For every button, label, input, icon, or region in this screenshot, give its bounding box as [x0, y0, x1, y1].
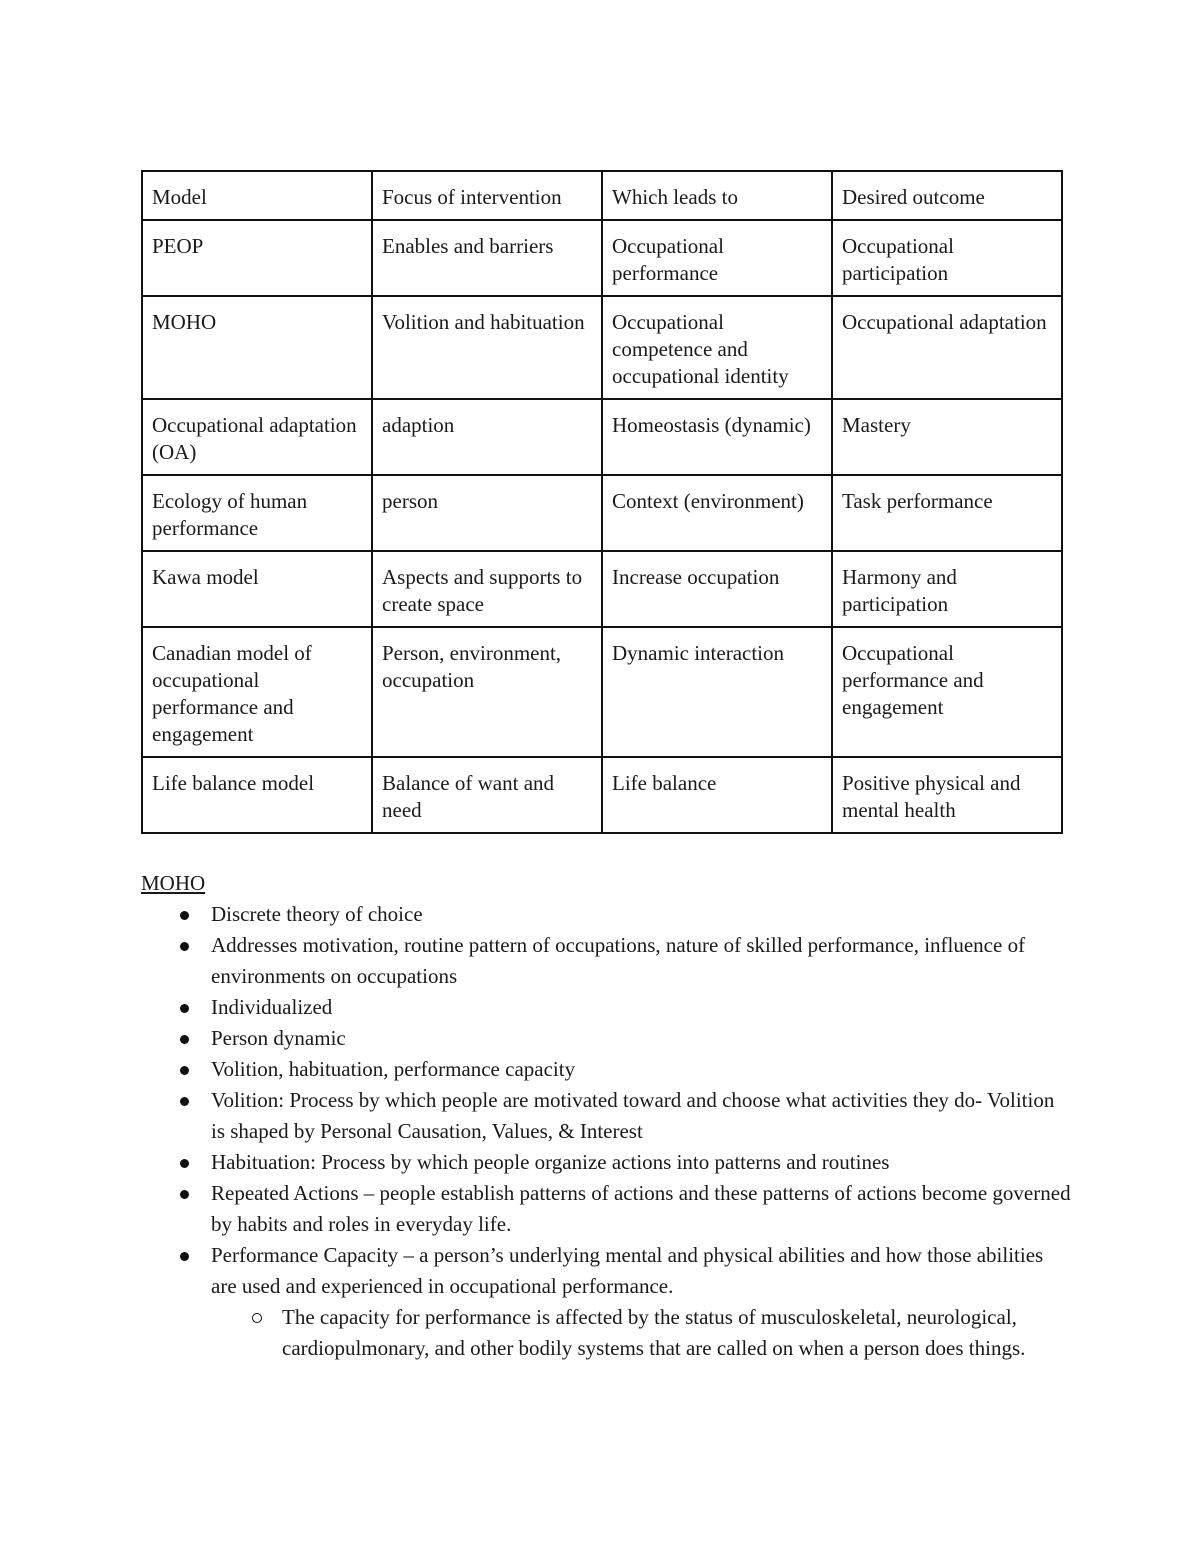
- table-cell: Person, environment, occupation: [372, 627, 602, 757]
- list-item-text: Person dynamic: [211, 1026, 346, 1050]
- table-cell: Dynamic interaction: [602, 627, 832, 757]
- bullet-icon: [180, 1252, 189, 1261]
- bullet-icon: [180, 1097, 189, 1106]
- table-cell: Task performance: [832, 475, 1062, 551]
- table-cell: Canadian model of occupational performance and engagement: [142, 627, 372, 757]
- table-cell: Occupational performance and engagement: [832, 627, 1062, 757]
- table-cell: Balance of want and need: [372, 757, 602, 833]
- table-cell: Occupational performance: [602, 220, 832, 296]
- bullet-icon: [180, 1004, 189, 1013]
- table-cell: Occupational participation: [832, 220, 1062, 296]
- table-cell: Life balance: [602, 757, 832, 833]
- table-cell: Aspects and supports to create space: [372, 551, 602, 627]
- list-item: [141, 1085, 1071, 1147]
- table-cell: Homeostasis (dynamic): [602, 399, 832, 475]
- bullet-icon: [180, 1159, 189, 1168]
- bullet-list: [141, 899, 1071, 1302]
- bullet-icon: [180, 942, 189, 951]
- list-item: [141, 992, 1071, 1023]
- list-item: [141, 930, 1071, 992]
- header-cell: Focus of intervention: [372, 171, 602, 220]
- table-cell: Life balance model: [142, 757, 372, 833]
- table-cell: Context (environment): [602, 475, 832, 551]
- bullet-icon: [180, 1066, 189, 1075]
- list-item-text: Habituation: Process by which people organize actions into patterns and routines: [211, 1150, 890, 1174]
- table-row: [142, 757, 1062, 833]
- bullet-icon: [180, 1035, 189, 1044]
- table-cell: Volition and habituation: [372, 296, 602, 399]
- header-cell: Model: [142, 171, 372, 220]
- table-row: [142, 475, 1062, 551]
- table-cell: Occupational adaptation (OA): [142, 399, 372, 475]
- table-cell: Ecology of human performance: [142, 475, 372, 551]
- list-item: [141, 1147, 1071, 1178]
- table-row: [142, 220, 1062, 296]
- list-item: [141, 899, 1071, 930]
- sub-list-item: [141, 1302, 1071, 1364]
- list-item-text: Individualized: [211, 995, 333, 1019]
- table-cell: Kawa model: [142, 551, 372, 627]
- table-cell: MOHO: [142, 296, 372, 399]
- list-item-text: Performance Capacity – a person’s underlying mental and physical abilities and how those abilities are used and experienced in occupational performance.: [211, 1243, 1044, 1298]
- table-cell: Occupational competence and occupational identity: [602, 296, 832, 399]
- list-item-text: Addresses motivation, routine pattern of occupations, nature of skilled performance, influence of environments on occupations: [211, 933, 1026, 988]
- sub-bullet-list: [141, 1302, 1071, 1364]
- hollow-bullet-icon: [252, 1313, 262, 1323]
- list-item-text: Volition, habituation, performance capacity: [211, 1057, 576, 1081]
- header-cell: Which leads to: [602, 171, 832, 220]
- list-item-text: Repeated Actions – people establish patterns of actions and these patterns of actions become governed by habits and roles in everyday life.: [211, 1181, 1071, 1236]
- table-cell: person: [372, 475, 602, 551]
- list-item-text: Volition: Process by which people are motivated toward and choose what activities they do- Volition is shaped by Personal Causation, Values, & Interest: [211, 1088, 1055, 1143]
- list-item: [141, 1178, 1071, 1240]
- table-row: [142, 296, 1062, 399]
- table-header-row: [142, 171, 1062, 220]
- table-cell: adaption: [372, 399, 602, 475]
- section-heading: MOHO: [141, 871, 206, 895]
- table-cell: PEOP: [142, 220, 372, 296]
- table-row: [142, 399, 1062, 475]
- table-cell: Mastery: [832, 399, 1062, 475]
- list-item: [141, 1023, 1071, 1054]
- models-table: [141, 170, 1063, 834]
- table-cell: Harmony and participation: [832, 551, 1062, 627]
- list-item: [141, 1054, 1071, 1085]
- header-cell: Desired outcome: [832, 171, 1062, 220]
- bullet-icon: [180, 911, 189, 920]
- table-row: [142, 551, 1062, 627]
- list-item-text: Discrete theory of choice: [211, 902, 423, 926]
- sub-list-item-text: The capacity for performance is affected by the status of musculoskeletal, neurological, cardiopulmonary, and other bodily systems that are called on when a person does things.: [282, 1305, 1026, 1360]
- table-row: [142, 627, 1062, 757]
- bullet-icon: [180, 1190, 189, 1199]
- table-cell: Increase occupation: [602, 551, 832, 627]
- moho-notes-section: [141, 868, 1071, 1364]
- table-cell: Enables and barriers: [372, 220, 602, 296]
- table-cell: Occupational adaptation: [832, 296, 1062, 399]
- table-cell: Positive physical and mental health: [832, 757, 1062, 833]
- list-item: [141, 1240, 1071, 1302]
